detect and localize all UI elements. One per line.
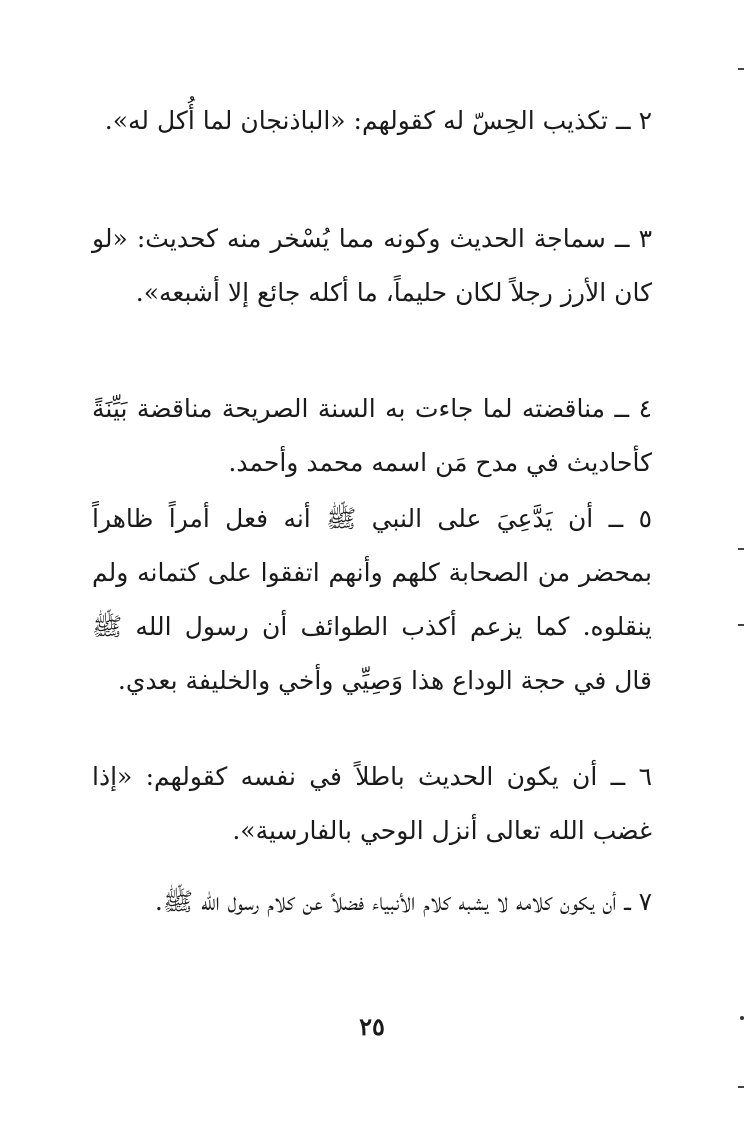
page-number: ٢٥ xyxy=(359,1012,385,1041)
paragraph-3: ٣ ــ سماجة الحديث وكونه مما يُسْخر منه كحديث: «لو كان الأرز رجلاً لكان حليماً، ما أكله جائع إلا أشبعه». xyxy=(92,224,652,307)
scan-edge-mark xyxy=(738,68,744,70)
book-page xyxy=(92,0,652,1125)
scan-edge-mark xyxy=(738,548,744,550)
paragraph-7: ٧ ــ أن يكون كلامه لا يشبه كلام الأنبياء فضلاً عن كلام رسول الله ﷺ. xyxy=(154,887,652,916)
scan-edge-mark xyxy=(738,624,744,626)
paragraph-4: ٤ ــ مناقضته لما جاءت به السنة الصريحة مناقضة بَيِّنَةً كأحاديث في مدح مَن اسمه محمد وأحمد. xyxy=(92,394,652,477)
scan-edge-dot xyxy=(740,1016,744,1020)
paragraph-6: ٦ ــ أن يكون الحديث باطلاً في نفسه كقولهم: «إذا غضب الله تعالى أنزل الوحي بالفارسية». xyxy=(92,762,652,845)
paragraph-5: ٥ ــ أن يَدَّعِيَ على النبي ﷺ أنه فعل أمراً ظاهراً بمحضر من الصحابة كلهم وأنهم اتفقوا على كتمانه ولم ينقلوه. كما يزعم أكذب الطوائف أن رسول الله ﷺ قال في حجة الوداع هذا وَصِيِّي وأخي والخليفة بعدي. xyxy=(92,504,652,695)
scan-edge-mark xyxy=(738,1086,744,1088)
paragraph-2: ٢ ــ تكذيب الحِسّ له كقولهم: «الباذنجان لما أُكل له». xyxy=(104,106,652,135)
